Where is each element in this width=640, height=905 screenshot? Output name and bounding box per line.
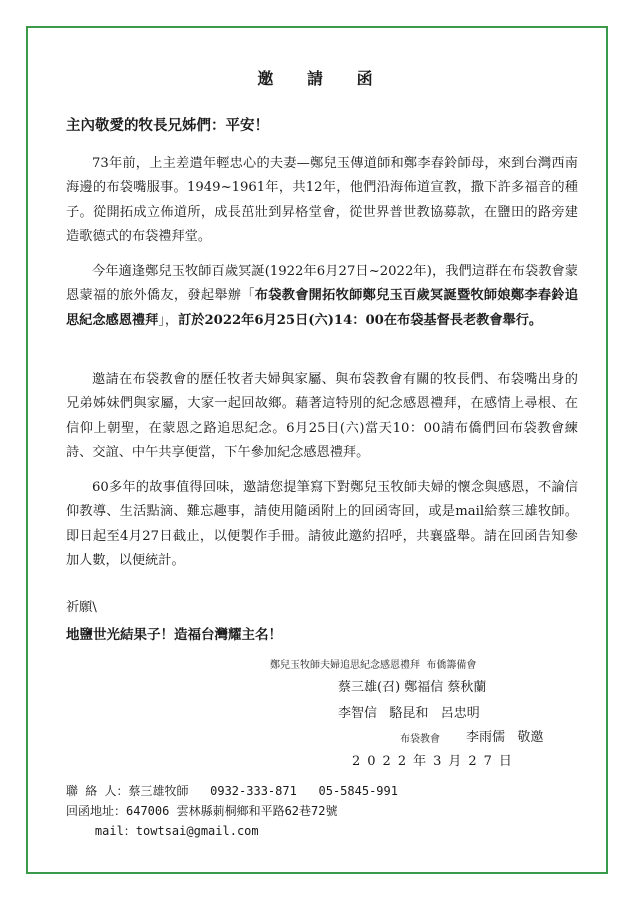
church-label: 布袋教會 <box>400 734 440 745</box>
contact-email: mail：towtsai@gmail.com <box>66 824 259 838</box>
paragraph-event <box>66 260 578 333</box>
event-intro: 今年適逢鄭兒玉牧師百歲冥誕(1922年6月27日~2022年)，我們這群在布袋教會蒙恩蒙福的旅外僑友，發起舉辦「 <box>66 264 578 304</box>
committee-name: 鄭兒玉牧師夫婦追思紀念感恩禮拜 布僑籌備會 <box>270 660 477 671</box>
paragraph-invitation: 邀請在布袋教會的歷任牧者夫婦與家屬、與布袋教會有關的牧長們、布袋嘴出身的兄弟姊妹們與家屬，大家一起回故鄉。藉著這特別的紀念感恩禮拜，在感情上尋根、在信仰上朝聖，在蒙恩之路追思紀念。6月25日(六)當天10：00請布僑們回布袋教會練詩、交誼、中午共享便當，下午參加紀念感恩禮拜。 <box>66 372 578 460</box>
event-name: 布袋教會開拓牧師鄭兒玉百歲冥誕暨牧師娘鄭李春鈴追思紀念感恩禮拜 <box>66 288 579 328</box>
letter-title: 邀 請 函 <box>257 69 387 88</box>
signers-line-2: 李智信 駱昆和 呂忠明 <box>338 706 480 721</box>
letter-date: 2022年3月27日 <box>352 754 519 769</box>
contact-person: 聯 絡 人：蔡三雄牧師 0932-333-871 05-5845-991 <box>66 784 398 798</box>
reply-address: 回函地址：647006 雲林縣莿桐鄉和平路62巷72號 <box>66 804 338 818</box>
blessing: 地鹽世光結果子！造福台灣耀主名！ <box>66 627 282 643</box>
event-datetime: 訂於2022年6月25日(六)14：00在布袋基督長老教會舉行。 <box>178 312 543 328</box>
greeting: 主內敬愛的牧長兄姊們：平安！ <box>66 117 269 134</box>
paragraph-history: 73年前，上主差遣年輕忠心的夫妻—鄭兒玉傳道師和鄭李春鈴師母，來到台灣西南海邊的布袋嘴服事。1949~1961年，共12年，他們沿海佈道宣教，撒下許多福音的種子。從開拓成立佈道所，成長茁壯到昇格堂會，從世界普世教協募款，在鹽田的路旁建造歌德式的布袋禮拜堂。 <box>66 156 578 244</box>
signers-line-1: 蔡三雄(召) 鄭福信 蔡秋蘭 <box>338 680 487 695</box>
prayer-label: 祈願\ <box>66 600 97 615</box>
event-bracket: 」， <box>158 312 179 328</box>
paragraph-memories: 60多年的故事值得回味，邀請您提筆寫下對鄭兒玉牧師夫婦的懷念與感恩，不論信仰教導、生活點滴、難忘趣事，請使用隨函附上的回函寄回，或是mail給蔡三雄牧師。即日起至4月27日截止，以便製作手冊。請彼此邀約招呼，共襄盛舉。請在回函告知參加人數，以便統計。 <box>66 480 578 568</box>
signers-line-3: 李雨儒 敬邀 <box>466 730 544 745</box>
